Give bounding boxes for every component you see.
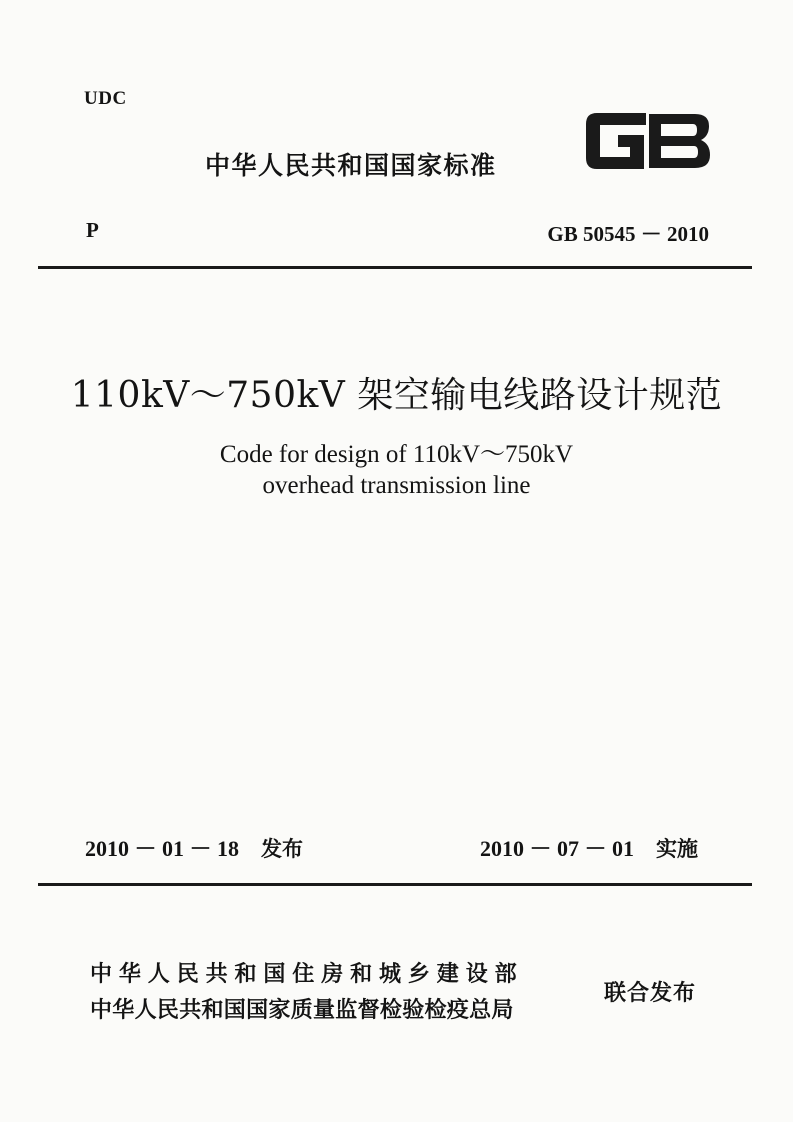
category-code: P bbox=[86, 218, 99, 242]
top-divider bbox=[38, 266, 752, 269]
issue-date-block bbox=[85, 832, 303, 863]
issue-date: 2010 － 01 － 18 bbox=[85, 836, 240, 861]
title-english-line2: overhead transmission line bbox=[262, 472, 531, 499]
publisher-aqsiq: 中华人民共和国国家质量监督检验检疫总局 bbox=[90, 998, 514, 1023]
standard-number: GB 50545 － 2010 bbox=[547, 222, 709, 246]
issue-label: 发布 bbox=[261, 837, 304, 861]
standard-type-title: 中华人民共和国国家标准 bbox=[205, 151, 497, 180]
udc-label: UDC bbox=[84, 88, 127, 109]
gb-logo bbox=[583, 104, 713, 178]
title-chinese: 110kV～750kV 架空输电线路设计规范 bbox=[70, 375, 723, 416]
implement-label: 实施 bbox=[656, 837, 699, 861]
gb-logo-mark bbox=[587, 114, 710, 168]
implement-date-block bbox=[480, 832, 698, 863]
title-english-line1: Code for design of 110kV～750kV bbox=[219, 441, 574, 468]
implement-date: 2010 － 07 － 01 bbox=[480, 836, 635, 861]
joint-publish-label: 联合发布 bbox=[604, 981, 697, 1006]
bottom-divider bbox=[38, 883, 752, 886]
publisher-ministry: 中华人民共和国住房和城乡建设部 bbox=[90, 962, 524, 987]
